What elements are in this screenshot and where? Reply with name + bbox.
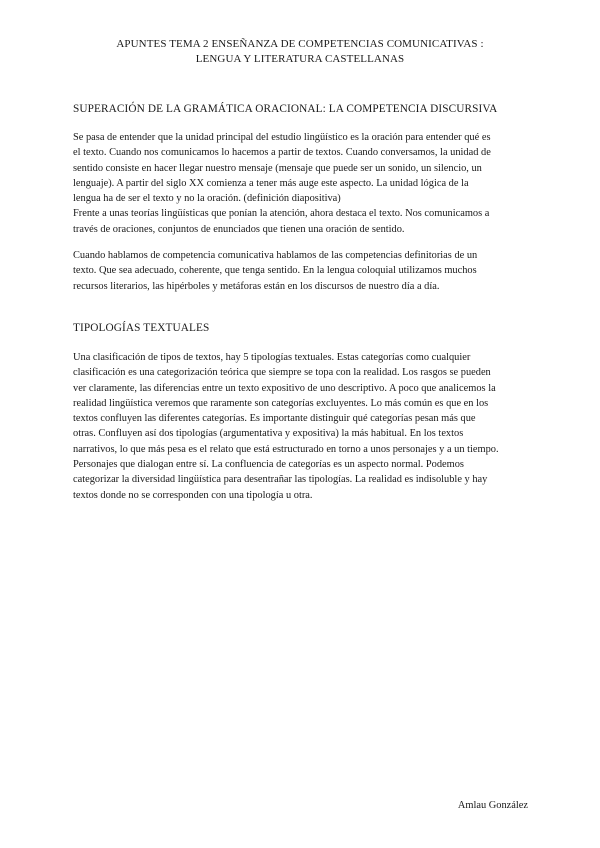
paragraph-tipologias-1 bbox=[73, 350, 529, 503]
text-line: Se pasa de entender que la unidad principal del estudio lingüístico es la oración para entender qué es bbox=[73, 132, 491, 143]
document-title-line-2: LENGUA Y LITERATURA CASTELLANAS bbox=[195, 53, 405, 65]
text-line: realidad lingüística veremos que raramente son categorías excluyentes. Lo más común es que en los bbox=[73, 397, 489, 409]
paragraph-discursiva-1 bbox=[73, 130, 529, 237]
text-line: Una clasificación de tipos de textos, hay 5 tipologías textuales. Estas categorías como cualquier bbox=[73, 352, 471, 363]
author-name: Amlau González bbox=[457, 800, 528, 811]
section-heading-tipologias-textuales: TIPOLOGÍAS TEXTUALES bbox=[73, 322, 210, 334]
document-header bbox=[60, 37, 540, 67]
text-line: Cuando hablamos de competencia comunicativa hablamos de las competencias definitorias de un bbox=[73, 250, 478, 261]
text-line: Personajes que dialogan entre sí. La confluencia de categorías es un aspecto normal. Podemos bbox=[73, 459, 464, 471]
paragraph-discursiva-2 bbox=[73, 248, 529, 294]
text-line: través de oraciones, conjuntos de enunciados que tienen una oración de sentido. bbox=[73, 223, 405, 235]
section-heading-competencia-discursiva: SUPERACIÓN DE LA GRAMÁTICA ORACIONAL: LA COMPETENCIA DISCURSIVA bbox=[73, 103, 498, 115]
text-line: textos confluyen las diferentes categorías. Es importante distinguir qué categorías pesan más que bbox=[73, 413, 476, 425]
text-line: categorizar la diversidad lingüística para desentrañar las tipologías. La realidad es indisoluble y hay bbox=[73, 474, 488, 486]
text-line: narrativos, lo que más pesa es el relato que está estructurado en torno a unos personajes y a un tiempo. bbox=[73, 443, 499, 455]
text-line: lengua ha de ser el texto y no la oración. (definición diapositiva) bbox=[73, 193, 341, 205]
text-line: el texto. Cuando nos comunicamos lo hacemos a partir de textos. Cuando conversamos, la unidad de bbox=[73, 147, 491, 159]
text-line: ver claramente, las diferencias entre un texto expositivo de uno descriptivo. A poco que analicemos la bbox=[73, 382, 496, 394]
text-line: clasificación es una categorización teórica que siempre se topa con la realidad. Los rasgos se pueden bbox=[73, 367, 491, 379]
text-line: textos donde no se corresponden con una tipología u otra. bbox=[73, 489, 313, 501]
text-line: lenguaje). A partir del siglo XX comienza a tener más auge este aspecto. La unidad lógica de la bbox=[73, 177, 469, 189]
text-line: sentido consiste en hacer llegar nuestro mensaje (mensaje que puede ser un sonido, un silencio, un bbox=[73, 162, 482, 174]
document-title-line-1: APUNTES TEMA 2 ENSEÑANZA DE COMPETENCIAS COMUNICATIVAS : bbox=[116, 38, 484, 50]
text-line: Frente a unas teorías lingüísticas que ponían la atención, ahora destaca el texto. Nos comunicamos a bbox=[73, 208, 490, 220]
text-line: recursos literarios, las hipérboles y metáforas están en los discursos de nuestro día a día. bbox=[73, 280, 440, 292]
text-line: texto. Que sea adecuado, coherente, que tenga sentido. En la lengua coloquial utilizamos muchos bbox=[73, 265, 477, 277]
text-line: otras. Confluyen así dos tipologías (argumentativa y expositiva) la más habitual. En los textos bbox=[73, 428, 464, 440]
